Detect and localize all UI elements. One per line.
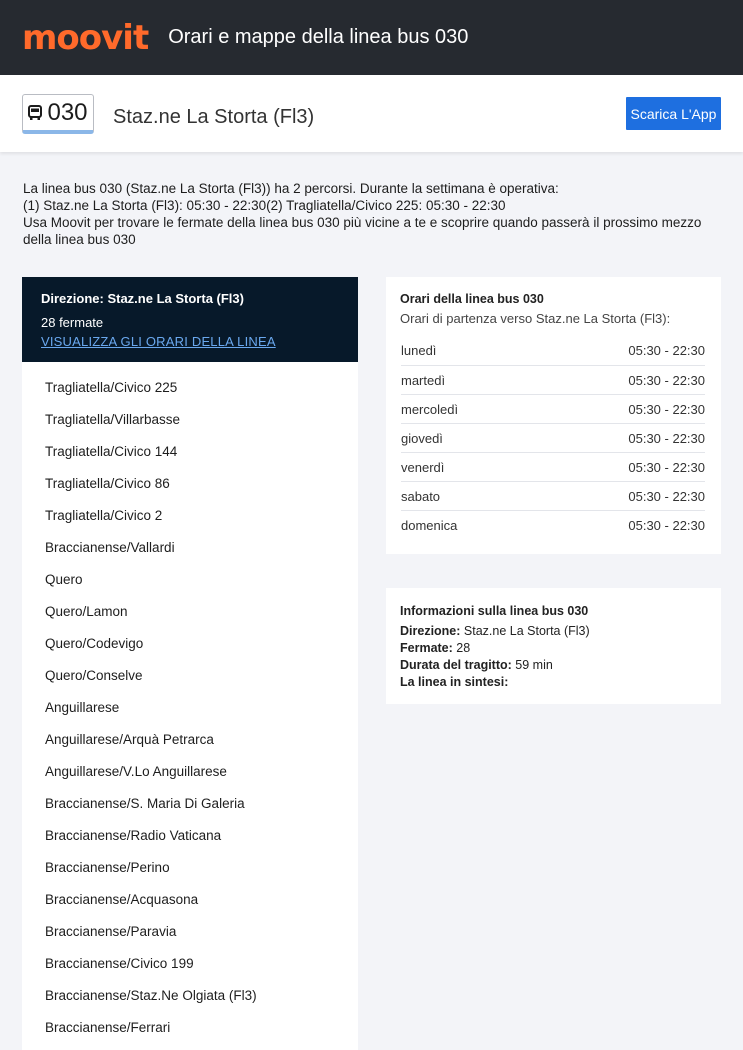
schedule-day: mercoledì <box>401 401 459 417</box>
info-summary <box>400 674 707 691</box>
info-direction <box>400 623 707 640</box>
direction-panel <box>22 277 358 362</box>
info-direction-value: Staz.ne La Storta (Fl3) <box>463 624 590 638</box>
schedule-panel <box>386 277 721 554</box>
stop-item[interactable]: Anguillarese/V.Lo Anguillarese <box>45 764 227 779</box>
schedule-row <box>401 365 705 394</box>
direction-title: Direzione: Staz.ne La Storta (Fl3) <box>41 291 244 306</box>
stop-item[interactable]: Braccianense/Paravia <box>45 924 177 939</box>
info-duration <box>400 657 707 674</box>
schedule-day: domenica <box>401 517 458 533</box>
schedule-time: 05:30 - 22:30 <box>628 343 705 358</box>
bus-icon <box>28 105 42 121</box>
info-stops <box>400 640 707 657</box>
info-stops-value: 28 <box>456 641 471 655</box>
stop-item[interactable]: Quero <box>45 572 83 587</box>
intro-line: La linea bus 030 (Staz.ne La Storta (Fl3)) ha 2 percorsi. Durante la settimana è operativa: <box>23 181 559 196</box>
stop-item[interactable]: Braccianense/Civico 199 <box>45 956 194 971</box>
schedule-row <box>401 423 705 452</box>
schedule-row <box>401 394 705 423</box>
view-timetable-link[interactable]: VISUALIZZA GLI ORARI DELLA LINEA <box>41 334 276 349</box>
stop-item[interactable]: Braccianense/Ferrari <box>45 1020 171 1035</box>
schedule-time: 05:30 - 22:30 <box>628 517 705 533</box>
schedule-row <box>401 510 705 539</box>
stop-item[interactable]: Quero/Conselve <box>45 668 143 683</box>
schedule-subtitle: Orari di partenza verso Staz.ne La Storta (Fl3): <box>400 311 671 326</box>
schedule-time: 05:30 - 22:30 <box>628 401 705 417</box>
info-duration-value: 59 min <box>515 658 553 672</box>
stop-item[interactable]: Quero/Codevigo <box>45 636 144 651</box>
stop-item[interactable]: Anguillarese/Arquà Petrarca <box>45 732 214 747</box>
schedule-title: Orari della linea bus 030 <box>400 292 544 306</box>
info-duration-label: Durata del tragitto: <box>400 658 512 672</box>
route-header <box>0 75 743 152</box>
schedule-day: venerdì <box>401 459 445 475</box>
schedule-day: giovedì <box>401 430 443 446</box>
stop-item[interactable]: Quero/Lamon <box>45 604 128 619</box>
stop-item[interactable]: Tragliatella/Civico 225 <box>45 380 178 395</box>
stop-item[interactable]: Braccianense/Perino <box>45 860 170 875</box>
stop-count: 28 fermate <box>41 315 104 330</box>
stop-item[interactable]: Tragliatella/Civico 2 <box>45 508 163 523</box>
schedule-time: 05:30 - 22:30 <box>628 488 705 504</box>
stops-list <box>22 362 358 1050</box>
schedule-day: sabato <box>401 488 441 504</box>
schedule-row <box>401 336 705 365</box>
route-badge <box>22 94 94 134</box>
intro-line: (1) Staz.ne La Storta (Fl3): 05:30 - 22:30(2) Tragliatella/Civico 225: 05:30 - 22:30 <box>23 198 506 213</box>
info-summary-label: La linea in sintesi: <box>400 675 509 689</box>
stop-item[interactable]: Braccianense/Radio Vaticana <box>45 828 222 843</box>
intro-text <box>23 180 723 248</box>
stop-item[interactable]: Braccianense/Staz.Ne Olgiata (Fl3) <box>45 988 257 1003</box>
info-stops-label: Fermate: <box>400 641 453 655</box>
stop-item[interactable]: Tragliatella/Civico 144 <box>45 444 178 459</box>
line-info-title: Informazioni sulla linea bus 030 <box>400 604 589 618</box>
route-number: 030 <box>47 98 88 126</box>
stop-item[interactable]: Braccianense/Vallardi <box>45 540 175 555</box>
info-direction-label: Direzione: <box>400 624 461 638</box>
stop-item[interactable]: Braccianense/S. Maria Di Galeria <box>45 796 245 811</box>
schedule-day: martedì <box>401 372 446 388</box>
schedule-row <box>401 481 705 510</box>
stop-item[interactable]: Anguillarese <box>45 700 120 715</box>
stop-item[interactable]: Tragliatella/Civico 86 <box>45 476 170 491</box>
schedule-row <box>401 452 705 481</box>
intro-line: Usa Moovit per trovare le fermate della linea bus 030 più vicine a te e scoprire quando passerà il prossimo mezzo della linea bus 030 <box>23 215 702 247</box>
top-bar <box>0 0 743 75</box>
schedule-day: lunedì <box>401 343 437 358</box>
page-title: Orari e mappe della linea bus 030 <box>168 26 469 48</box>
schedule-time: 05:30 - 22:30 <box>628 372 705 388</box>
route-destination: Staz.ne La Storta (Fl3) <box>113 106 315 128</box>
schedule-time: 05:30 - 22:30 <box>628 430 705 446</box>
schedule-time: 05:30 - 22:30 <box>628 459 705 475</box>
stop-item[interactable]: Tragliatella/Villarbasse <box>45 412 181 427</box>
download-app-button[interactable]: Scarica L'App <box>626 97 721 130</box>
stop-item[interactable]: Braccianense/Acquasona <box>45 892 199 907</box>
moovit-logo[interactable]: moovit <box>22 17 149 58</box>
line-info-panel <box>386 588 721 704</box>
